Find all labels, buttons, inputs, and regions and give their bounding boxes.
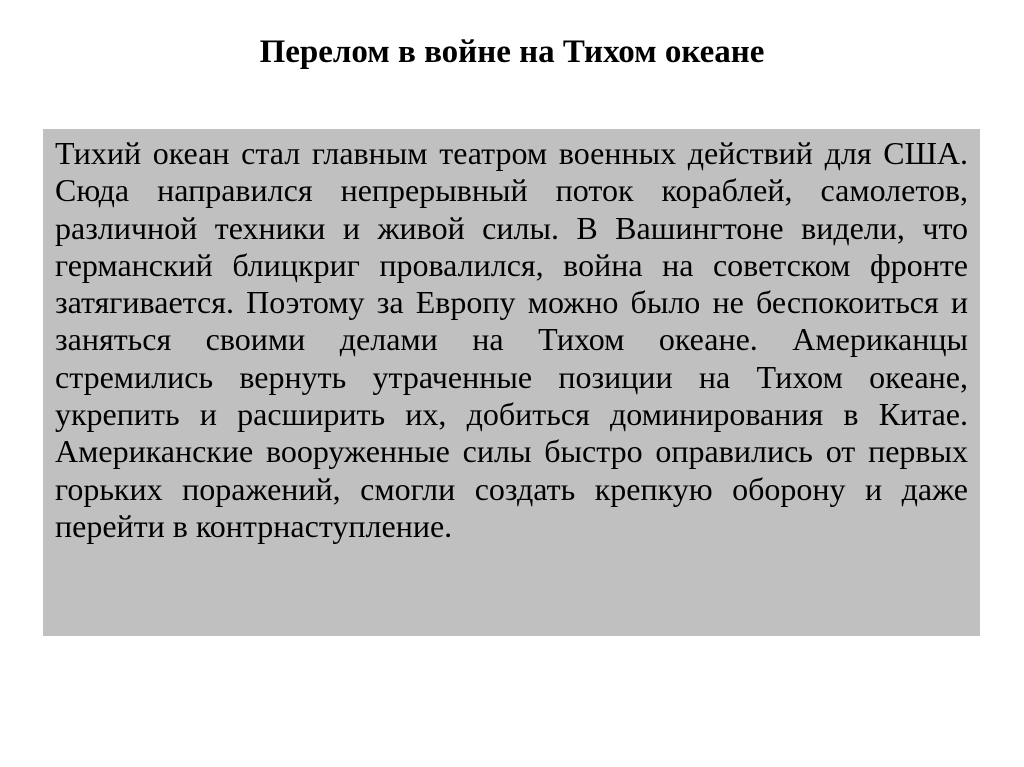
text-box	[43, 129, 980, 636]
body-paragraph: Тихий океан стал главным театром военных действий для США. Сюда направился непрерывный поток кораблей, самолетов, различной техники и живой силы. В Вашингтоне видели, что германский блицкриг провалился, война на советском фронте затягивается. Поэтому за Европу можно было не беспокоиться и заняться своими делами на Тихом океане. Американцы стремились вернуть утраченные позиции на Тихом океане, укрепить и расширить их, добиться доминирования в Китае. Американские вооруженные силы быстро оправились от первых горьких поражений, смогли создать крепкую оборону и даже перейти в контрнаступление.	[55, 135, 968, 544]
slide-title: Перелом в войне на Тихом океане	[259, 34, 765, 70]
